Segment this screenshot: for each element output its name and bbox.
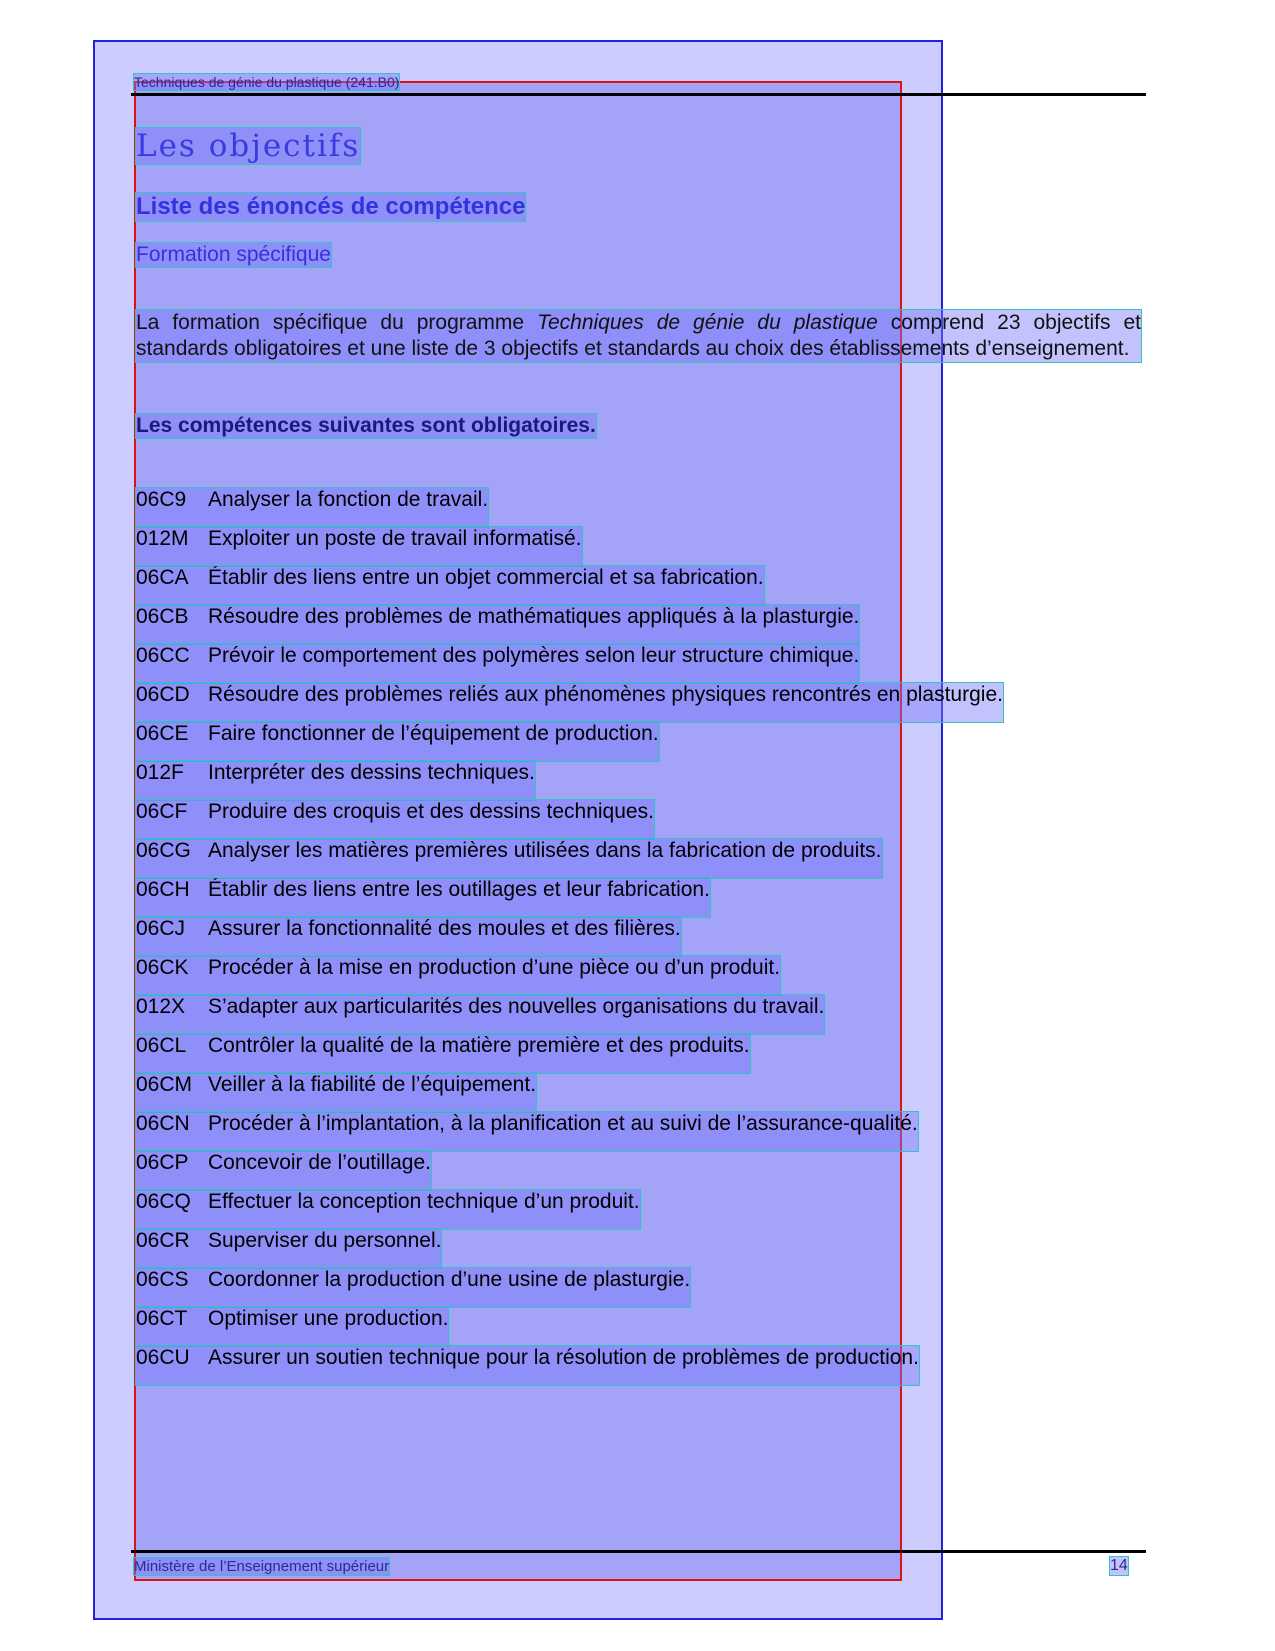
competency-text: Coordonner la production d’une usine de plasturgie. (208, 1268, 691, 1291)
competency-text: Procéder à la mise en production d’une pièce ou d’un produit. (208, 956, 781, 979)
competency-text: Faire fonctionner de l’équipement de production. (208, 722, 659, 745)
competency-text: Superviser du personnel. (208, 1229, 442, 1252)
competency-code: 012M (136, 527, 189, 550)
competency-line (136, 644, 859, 683)
competency-line (136, 917, 681, 956)
competency-code: 06CH (136, 878, 190, 901)
competency-item (136, 1034, 1003, 1073)
competency-item (136, 800, 1003, 839)
competency-text: Établir des liens entre un objet commercial et sa fabrication. (208, 566, 764, 589)
competency-line (136, 839, 882, 878)
header-rule (131, 93, 1146, 96)
page-number: 14 (1110, 1557, 1128, 1574)
page-title: Les objectifs (136, 128, 361, 164)
footer-ministry: Ministère de l’Enseignement supérieur (134, 1558, 390, 1575)
competency-text: Assurer la fonctionnalité des moules et des filières. (208, 917, 681, 940)
competency-text: Assurer un soutien technique pour la résolution de problèmes de production. (208, 1346, 919, 1369)
running-header: Techniques de génie du plastique (241.B0) (134, 74, 400, 90)
competency-text: Produire des croquis et des dessins techniques. (208, 800, 654, 823)
competency-line (136, 1190, 640, 1229)
competency-text: Établir des liens entre les outillages et leur fabrication. (208, 878, 710, 901)
competency-item (136, 1112, 1003, 1151)
competency-text: Exploiter un poste de travail informatisé. (208, 527, 582, 550)
competency-item (136, 761, 1003, 800)
competency-line (136, 1229, 441, 1268)
competency-text: Analyser la fonction de travail. (208, 488, 489, 511)
competency-item (136, 1346, 1003, 1385)
competency-code: 06CK (136, 956, 189, 979)
competency-code: 06CE (136, 722, 189, 745)
competency-line (136, 1034, 750, 1073)
competency-line (136, 761, 535, 800)
competency-code: 06CF (136, 800, 188, 823)
competency-code: 06CJ (136, 917, 186, 940)
competency-code: 06CP (136, 1151, 189, 1174)
competency-item (136, 1307, 1003, 1346)
competency-item (136, 995, 1003, 1034)
competency-code: 012F (136, 761, 184, 784)
competency-item (136, 956, 1003, 995)
competency-item (136, 1073, 1003, 1112)
competency-line (136, 1112, 918, 1151)
competency-text: S’adapter aux particularités des nouvelles organisations du travail. (208, 995, 825, 1018)
competency-line (136, 488, 488, 527)
competency-item (136, 683, 1003, 722)
competency-item (136, 527, 1003, 566)
competency-code: 06CD (136, 683, 190, 706)
competency-code: 06CM (136, 1073, 193, 1096)
competency-text: Résoudre des problèmes de mathématiques appliqués à la plasturgie. (208, 605, 860, 628)
competency-line (136, 605, 859, 644)
competency-line (136, 995, 824, 1034)
competency-line (136, 566, 764, 605)
competency-line (136, 1151, 431, 1190)
intro-before: La formation spécifique du programme (136, 311, 538, 334)
competency-line (136, 800, 654, 839)
competency-code: 06CS (136, 1268, 189, 1291)
section-heading: Formation spécifique (136, 243, 331, 266)
footer-rule (131, 1550, 1146, 1553)
competency-line (136, 1346, 919, 1385)
competency-line (136, 722, 659, 761)
competency-text: Résoudre des problèmes reliés aux phénomènes physiques rencontrés en plasturgie. (208, 683, 1003, 706)
competency-item (136, 917, 1003, 956)
competency-code: 06CQ (136, 1190, 191, 1213)
competency-item (136, 839, 1003, 878)
competency-line (136, 1268, 690, 1307)
competency-code: 06CG (136, 839, 191, 862)
competency-line (136, 878, 710, 917)
competency-code: 06CL (136, 1034, 187, 1057)
competency-code: 06C9 (136, 488, 187, 511)
competency-code: 06CC (136, 644, 190, 667)
intro-paragraph (136, 310, 1141, 362)
competency-item (136, 566, 1003, 605)
competency-line (136, 683, 1003, 722)
competency-item (136, 1229, 1003, 1268)
competency-line (136, 1073, 536, 1112)
competency-text: Contrôler la qualité de la matière première et des produits. (208, 1034, 750, 1057)
competency-text: Interpréter des dessins techniques. (208, 761, 535, 784)
competency-item (136, 1151, 1003, 1190)
competency-text: Procéder à l’implantation, à la planification et au suivi de l’assurance-qualité. (208, 1112, 918, 1135)
competency-item (136, 1190, 1003, 1229)
competency-code: 012X (136, 995, 186, 1018)
competency-text: Optimiser une production. (208, 1307, 449, 1330)
competency-item (136, 722, 1003, 761)
competency-item (136, 644, 1003, 683)
competency-item (136, 488, 1003, 527)
competency-item (136, 605, 1003, 644)
competency-line (136, 1307, 448, 1346)
competency-line (136, 527, 582, 566)
competency-code: 06CN (136, 1112, 190, 1135)
mandatory-heading: Les compétences suivantes sont obligatoires. (136, 414, 596, 437)
competency-code: 06CU (136, 1346, 190, 1369)
competency-item (136, 878, 1003, 917)
competency-text: Effectuer la conception technique d’un produit. (208, 1190, 640, 1213)
competency-text: Concevoir de l’outillage. (208, 1151, 431, 1174)
competency-line (136, 956, 780, 995)
competency-code: 06CT (136, 1307, 188, 1330)
competency-text: Analyser les matières premières utilisées dans la fabrication de produits. (208, 839, 882, 862)
intro-after: comprend 23 objectifs et standards obligatoires et une liste de 3 objectifs et standards au choix des établissements d’enseignement. (136, 311, 1141, 360)
competency-text: Prévoir le comportement des polymères selon leur structure chimique. (208, 644, 860, 667)
competency-item (136, 1268, 1003, 1307)
competency-code: 06CR (136, 1229, 190, 1252)
competency-text: Veiller à la fiabilité de l’équipement. (208, 1073, 537, 1096)
section-subtitle: Liste des énoncés de compétence (136, 193, 526, 220)
competency-code: 06CA (136, 566, 189, 589)
competency-code: 06CB (136, 605, 189, 628)
competency-list (136, 488, 1003, 1385)
intro-program-name: Techniques de génie du plastique (537, 311, 878, 334)
